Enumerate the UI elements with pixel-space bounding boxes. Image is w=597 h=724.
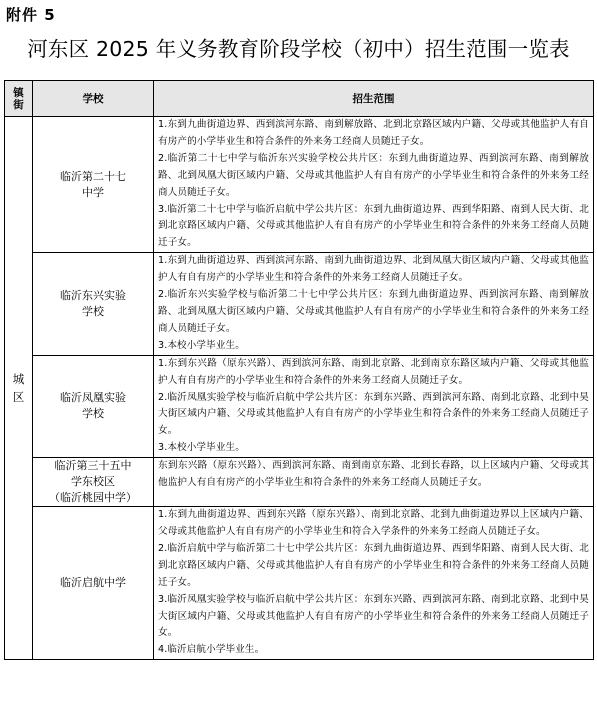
enrollment-range-cell	[154, 355, 594, 457]
header-town-line1: 镇	[13, 86, 24, 99]
table-row	[5, 458, 594, 507]
attachment-label: 附件 5	[6, 6, 56, 24]
table-header-row	[5, 81, 594, 117]
school-name-line: 学校	[82, 407, 104, 421]
range-item: 1.东到九曲街道边界、西到滨河东路、南到九曲街道边界、北到凤凰大街区域内户籍、父母或其他监护人有自有房产的小学毕业生和符合条件的外来务工经商人员随迁子女。	[158, 255, 589, 284]
school-name-line: （临沂桃园中学）	[49, 491, 137, 505]
range-item: 3.临沂第二十七中学与临沂启航中学公共片区：东到九曲街道边界、西到华阳路、南到人民大街、北到北京路区域内户籍、父母或其他监护人有自有房产的小学毕业生和符合条件的外来务工经商人员随迁子女。	[158, 203, 589, 249]
school-name-line: 临沂东兴实验	[60, 288, 126, 302]
school-name-cell	[33, 117, 154, 253]
school-name-cell	[33, 458, 154, 507]
enrollment-range-cell	[154, 253, 594, 355]
town-cell	[5, 117, 33, 660]
school-name-line: 临沂第三十五中	[54, 459, 132, 473]
range-item: 1.东到九曲街道边界、西到滨河东路、南到解放路、北到北京路区域内户籍、父母或其他监护人有自有房产的小学毕业生和符合条件的外来务工经商人员随迁子女。	[158, 119, 589, 147]
enrollment-range-cell	[154, 117, 594, 253]
range-item: 2.临沂第二十七中学与临沂东兴实验学校公共片区：东到九曲街道边界、西到滨河东路、南到解放路、北到凤凰大街区域内户籍、父母或其他监护人有自有房产的小学毕业生和符合条件的外来务工经商人员随迁子女。	[158, 152, 589, 198]
school-name-line: 临沂凤凰实验	[60, 391, 126, 405]
range-item: 东到东兴路（原东兴路）、西到滨河东路、南到南京东路、北到长春路，以上区域内户籍、父母或其他监护人有自有房产的小学毕业生和符合条件的外来务工经商人员随迁子女。	[158, 460, 589, 489]
range-item: 1.东到东兴路（原东兴路）、西到滨河东路、南到北京路、北到南京东路区域内户籍、父母或其他监护人有自有房产的小学毕业生和符合条件的外来务工经商人员随迁子女。	[158, 357, 589, 386]
town-label-line1: 城	[12, 372, 25, 387]
header-town-line2: 街	[13, 98, 24, 111]
school-name-line: 临沂启航中学	[60, 576, 126, 590]
header-range: 招生范围	[154, 81, 594, 117]
range-item: 2.临沂凤凰实验学校与临沂启航中学公共片区：东到东兴路、西到滨河东路、南到北京路、北到中昊大街区域内户籍、父母或其他监护人有自有房产的小学毕业生和符合条件的外来务工经商人员随迁子女。	[158, 391, 589, 437]
page-title: 河东区 2025 年义务教育阶段学校（初中）招生范围一览表	[27, 37, 570, 61]
school-name-line: 临沂第二十七	[60, 169, 126, 183]
enrollment-range-cell	[154, 507, 594, 660]
school-name-line: 学校	[82, 304, 104, 318]
range-item: 2.临沂启航中学与临沂第二十七中学公共片区：东到九曲街道边界、西到华阳路、南到人民大街、北到北京路区域内户籍、父母或其他监护人有自有房产的小学毕业生和符合条件的外来务工经商人员随迁子女。	[158, 542, 589, 588]
range-item: 3.本校小学毕业生。	[158, 339, 245, 351]
header-town	[5, 81, 33, 117]
table-row	[5, 117, 594, 253]
enrollment-range-table	[4, 80, 594, 660]
school-name-line: 学东校区	[71, 475, 115, 489]
header-school: 学校	[33, 81, 154, 117]
table-row	[5, 253, 594, 355]
school-name-cell	[33, 253, 154, 355]
school-name-cell	[33, 355, 154, 457]
range-item: 1.东到九曲街道边界、西到东兴路（原东兴路）、南到北京路、北到九曲街道边界以上区域内户籍、父母或其他监护人有自有房产的小学毕业生和符合入学条件的外来务工经商人员随迁子女。	[158, 509, 589, 538]
town-label-line2: 区	[12, 390, 25, 405]
table-row	[5, 355, 594, 457]
range-item: 3.本校小学毕业生。	[158, 442, 245, 454]
range-item: 3.临沂凤凰实验学校与临沂启航中学公共片区：东到东兴路、西到滨河东路、南到北京路、北到中昊大街区域内户籍、父母或其他监护人有自有房产的小学毕业生和符合条件的外来务工经商人员随迁子女。	[158, 593, 589, 639]
table-row	[5, 507, 594, 660]
school-name-cell	[33, 507, 154, 660]
range-item: 2.临沂东兴实验学校与临沂第二十七中学公共片区：东到九曲街道边界、西到滨河东路、南到解放路、北到凤凰大街区域内户籍、父母或其他监护人有自有房产的小学毕业生和符合条件的外来务工经商人员随迁子女。	[158, 289, 589, 334]
enrollment-range-cell	[154, 458, 594, 507]
range-item: 4.临沂启航小学毕业生。	[158, 644, 265, 656]
school-name-line: 中学	[82, 185, 104, 199]
